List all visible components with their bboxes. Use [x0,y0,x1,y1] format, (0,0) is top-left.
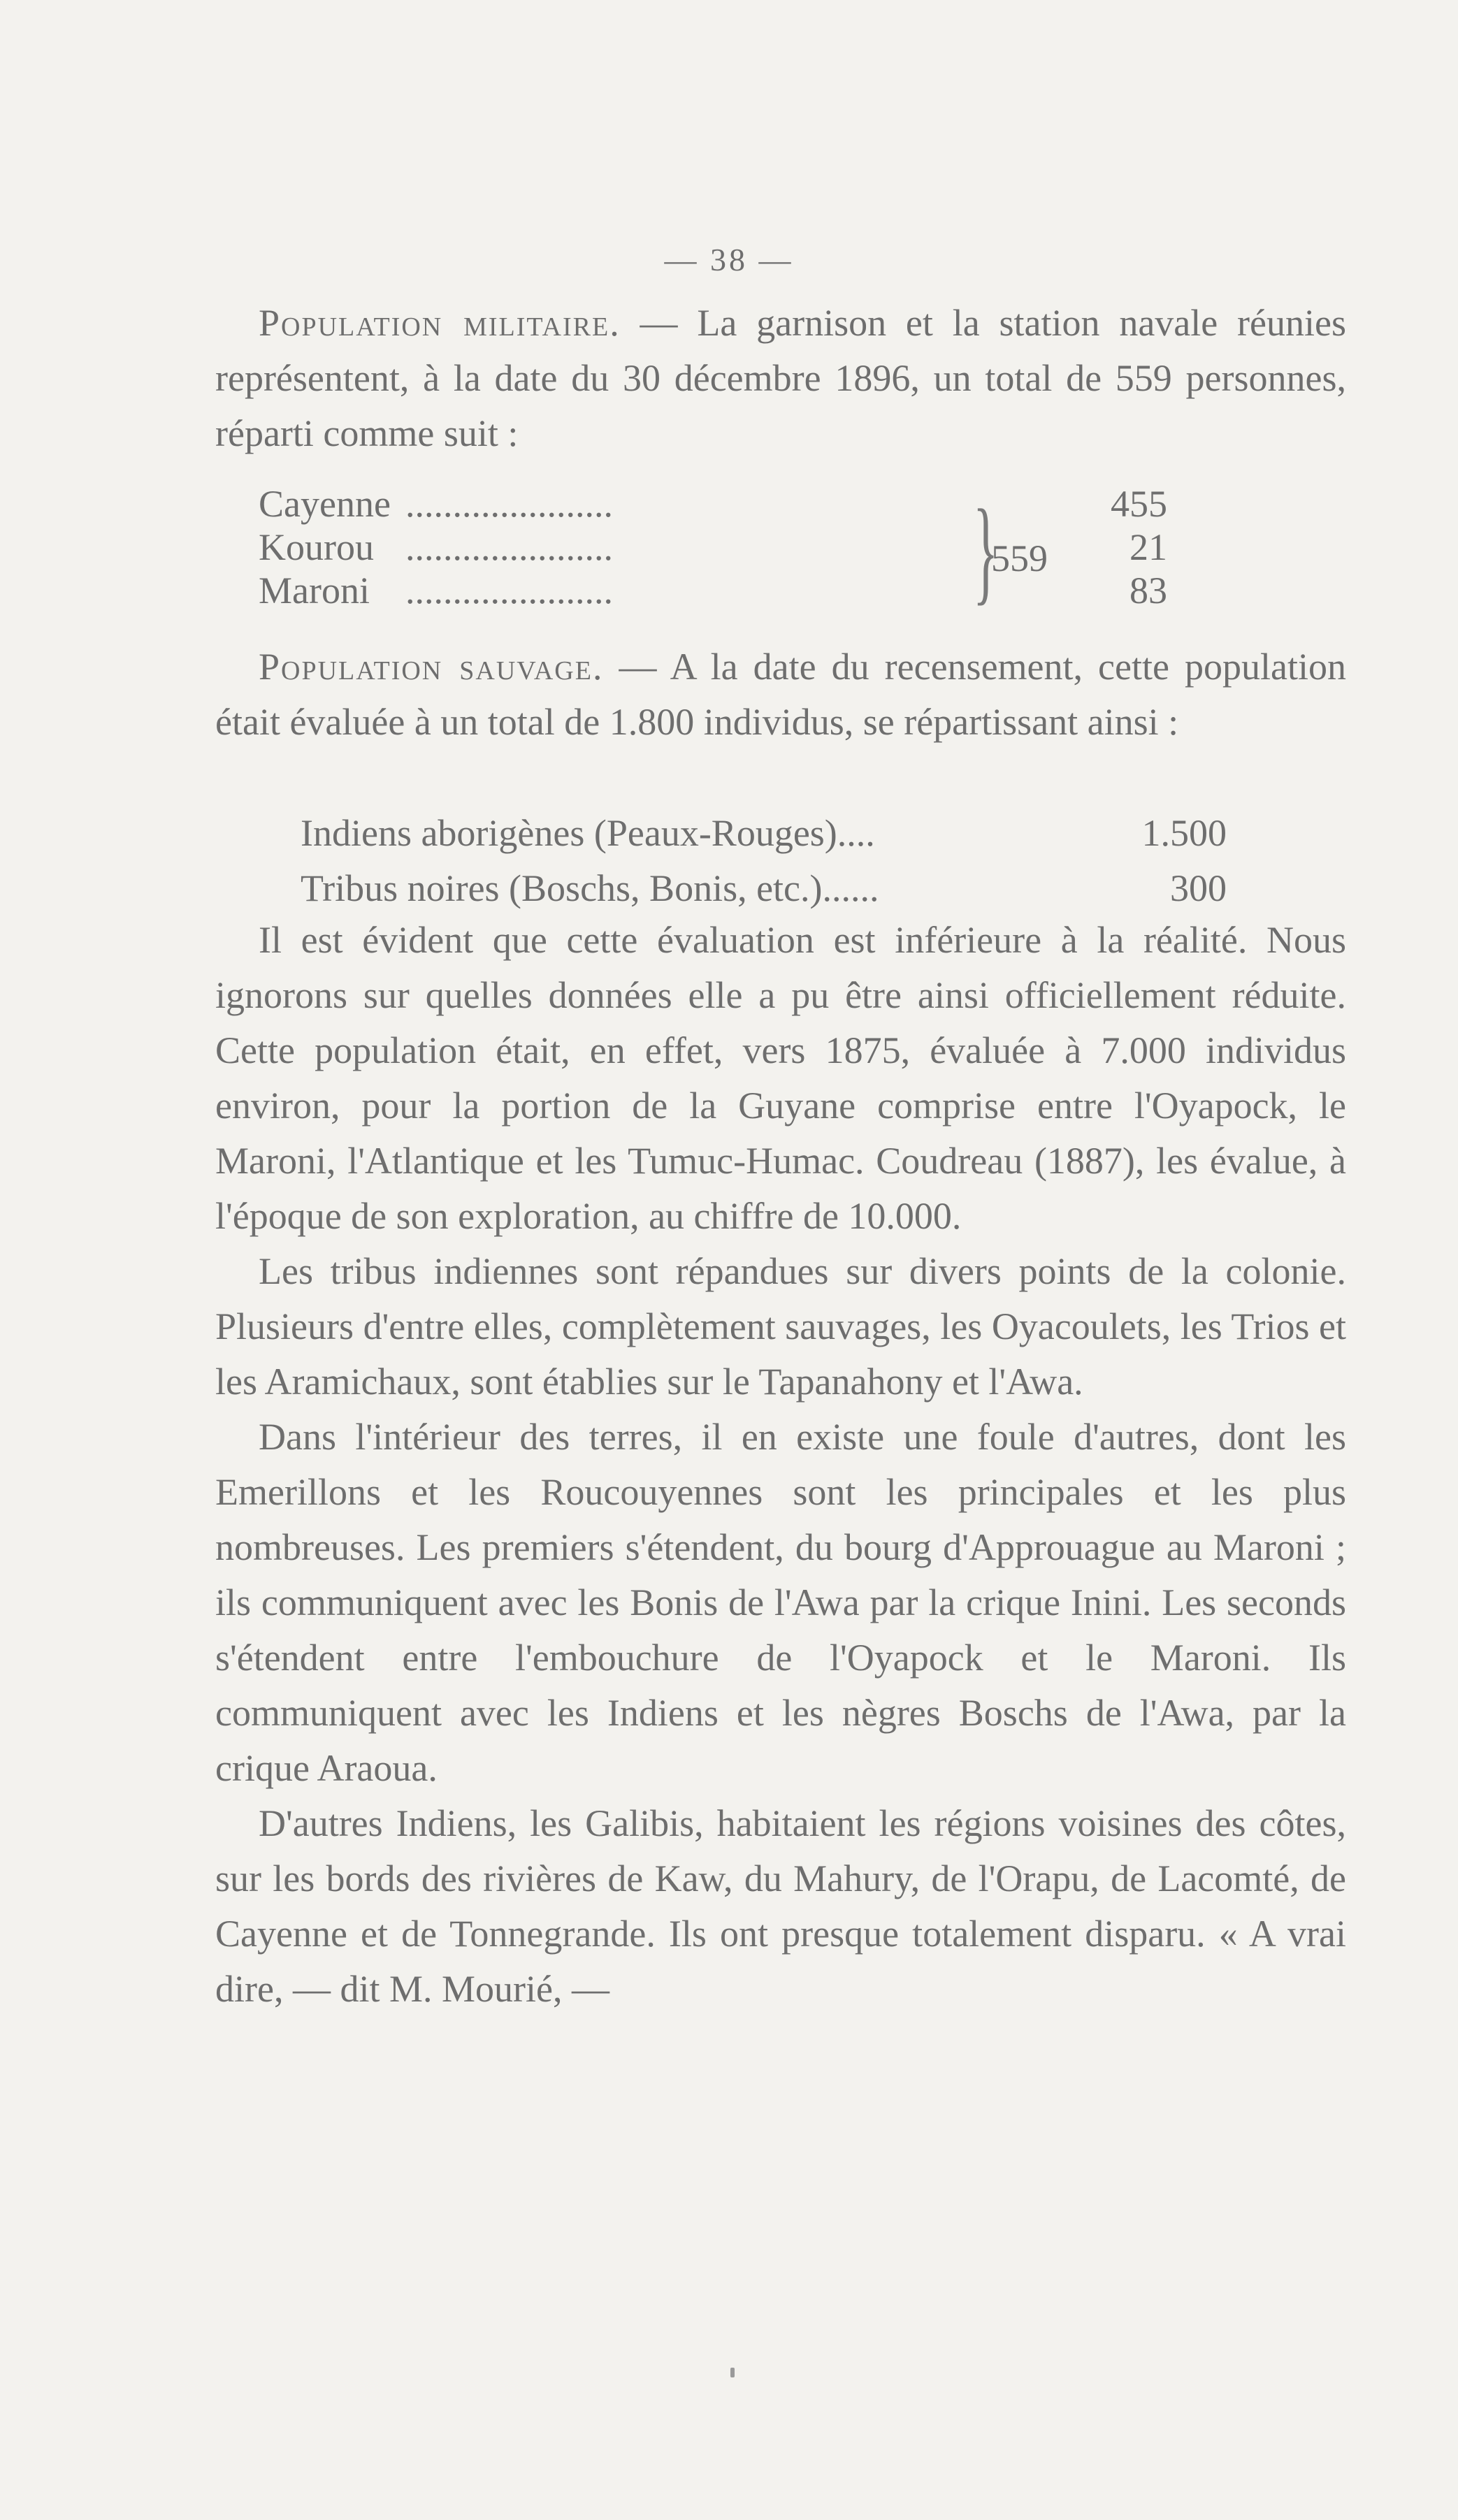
paragraph: Il est évident que cette évaluation est inférieure à la réalité. Nous ignorons sur quelles données elle a pu être ainsi officiellement réduite. Cette population était, en effet, vers 1875, évaluée à 7.000 individus environ, pour la portion de la Guyane comprise entre l'Oyapock, le Maroni, l'Atlantique et les Tumuc-Humac. Coudreau (1887), les évalue, à l'époque de son exploration, au chiffre de 10.000. [215,919,1346,1237]
military-body: — La garnison et la station navale réunies représentent, à la date du 30 décembre 1896, un total de 559 personnes, réparti comme suit : [215,302,1346,454]
body-text [215,913,1346,2017]
page-number: — 38 — [664,242,794,277]
garrison-leader-dots: ...................... [405,483,613,525]
paragraph: D'autres Indiens, les Galibis, habitaient les régions voisines des côtes, sur les bords des rivières de Kaw, du Mahury, de l'Orapu, de Lacomté, de Cayenne et de Tonnegrande. Ils ont presque totalement disparu. « A vrai dire, — dit M. Mourié, — [215,1802,1346,2010]
garrison-total: 559 [991,537,1048,579]
military-heading: Population militaire. [259,302,621,344]
military-population-paragraph [215,296,1346,461]
military-population-section [215,296,1346,461]
savage-value: 300 [1170,867,1227,909]
savage-label: Tribus noires (Boschs, Bonis, etc.)...... [301,867,879,909]
savage-label: Indiens aborigènes (Peaux-Rouges).... [301,812,875,854]
savage-heading: Population sauvage. [259,646,604,688]
savage-row [301,861,1227,916]
paragraph: Les tribus indiennes sont répandues sur divers points de la colonie. Plusieurs d'entre elles, complètement sauvages, les Oyacoulets, les Trios et les Aramichaux, sont établies sur le Tapanahony et l'Awa. [215,1250,1346,1403]
savage-population-section [215,639,1346,750]
savage-body: — A la date du recensement, cette population était évaluée à un total de 1.800 individus, se répartissant ainsi : [215,646,1346,743]
garrison-value: 21 [1101,526,1167,569]
savage-list [301,806,1227,916]
garrison-row [259,526,1167,569]
garrison-leader-dots: ...................... [405,570,613,611]
garrison-list [259,482,1167,616]
savage-value: 1.500 [1141,812,1227,854]
savage-population-paragraph [215,639,1346,750]
garrison-label: Cayenne [259,483,391,525]
garrison-label: Kourou [259,526,374,568]
garrison-label: Maroni [259,570,370,611]
garrison-value: 455 [1101,482,1167,526]
paragraph: Dans l'intérieur des terres, il en existe une foule d'autres, dont les Emerillons et les Roucouyennes sont les principales et les plus nombreuses. Les premiers s'étendent, du bourg d'Approuague au Maroni ; ils communiquent avec les Bonis de l'Awa par la crique Inini. Les seconds s'étendent entre l'embouchure de l'Oyapock et le Maroni. Ils communiquent avec les Indiens et les nègres Boschs de l'Awa, par la crique Araoua. [215,1416,1346,1789]
garrison-row [259,569,1167,612]
garrison-row [259,482,1167,526]
savage-row [301,806,1227,861]
garrison-leader-dots: ...................... [405,526,613,568]
garrison-brace: } [973,486,999,616]
print-mark [730,2368,735,2377]
garrison-value: 83 [1101,569,1167,612]
